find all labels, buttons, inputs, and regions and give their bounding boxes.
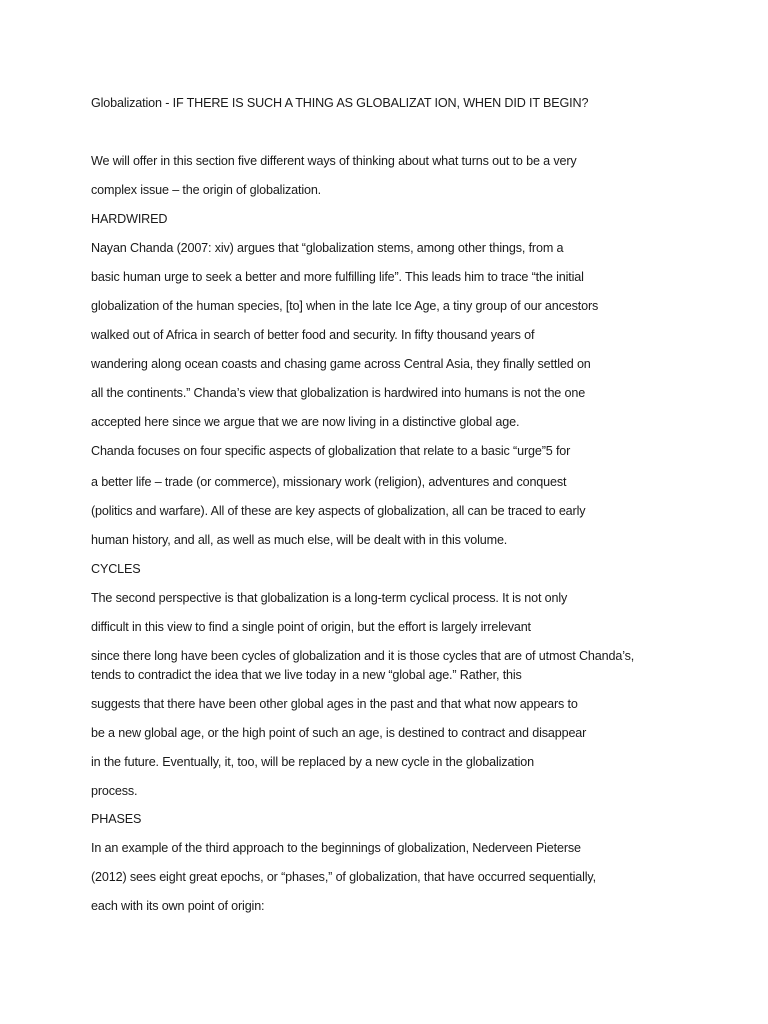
paragraph-line: In an example of the third approach to the beginnings of globalization, Nederveen Pieterse [91,841,581,855]
section-heading-phases: PHASES [91,812,142,826]
paragraph-line: (2012) sees eight great epochs, or “phases,” of globalization, that have occurred sequentially, [91,870,596,884]
paragraph-line: wandering along ocean coasts and chasing game across Central Asia, they finally settled on [91,357,591,371]
paragraph-line: human history, and all, as well as much else, will be dealt with in this volume. [91,533,508,547]
intro-line: complex issue – the origin of globalization. [91,183,322,197]
section-heading-cycles: CYCLES [91,562,141,576]
paragraph-line: suggests that there have been other global ages in the past and that what now appears to [91,697,578,711]
paragraph-line: a better life – trade (or commerce), missionary work (religion), adventures and conquest [91,475,567,489]
paragraph-line: Nayan Chanda (2007: xiv) argues that “globalization stems, among other things, from a [91,241,564,255]
paragraph-line: The second perspective is that globalization is a long-term cyclical process. It is not only [91,591,568,605]
paragraph-line: accepted here since we argue that we are now living in a distinctive global age. [91,415,520,429]
section-heading-hardwired: HARDWIRED [91,212,168,226]
paragraph-line: basic human urge to seek a better and more fulfilling life”. This leads him to trace “the initial [91,270,584,284]
paragraph-line: Chanda focuses on four specific aspects of globalization that relate to a basic “urge”5 for [91,444,571,458]
paragraph-line: walked out of Africa in search of better food and security. In fifty thousand years of [91,328,535,342]
paragraph-line: tends to contradict the idea that we live today in a new “global age.” Rather, this [91,668,522,682]
paragraph-line: in the future. Eventually, it, too, will be replaced by a new cycle in the globalization [91,755,534,769]
intro-line: We will offer in this section five different ways of thinking about what turns out to be a very [91,154,577,168]
paragraph-line: each with its own point of origin: [91,899,265,913]
paragraph-line: all the continents.” Chanda’s view that globalization is hardwired into humans is not the one [91,386,586,400]
paragraph-line: process. [91,784,138,798]
document-title: Globalization - IF THERE IS SUCH A THING AS GLOBALIZAT ION, WHEN DID IT BEGIN? [91,96,589,110]
paragraph-line: since there long have been cycles of globalization and it is those cycles that are of utmost Chanda’s, [91,649,635,663]
paragraph-line: (politics and warfare). All of these are key aspects of globalization, all can be traced to early [91,504,586,518]
paragraph-line: difficult in this view to find a single point of origin, but the effort is largely irrelevant [91,620,531,634]
paragraph-line: be a new global age, or the high point of such an age, is destined to contract and disappear [91,726,587,740]
paragraph-line: globalization of the human species, [to] when in the late Ice Age, a tiny group of our ancestors [91,299,599,313]
